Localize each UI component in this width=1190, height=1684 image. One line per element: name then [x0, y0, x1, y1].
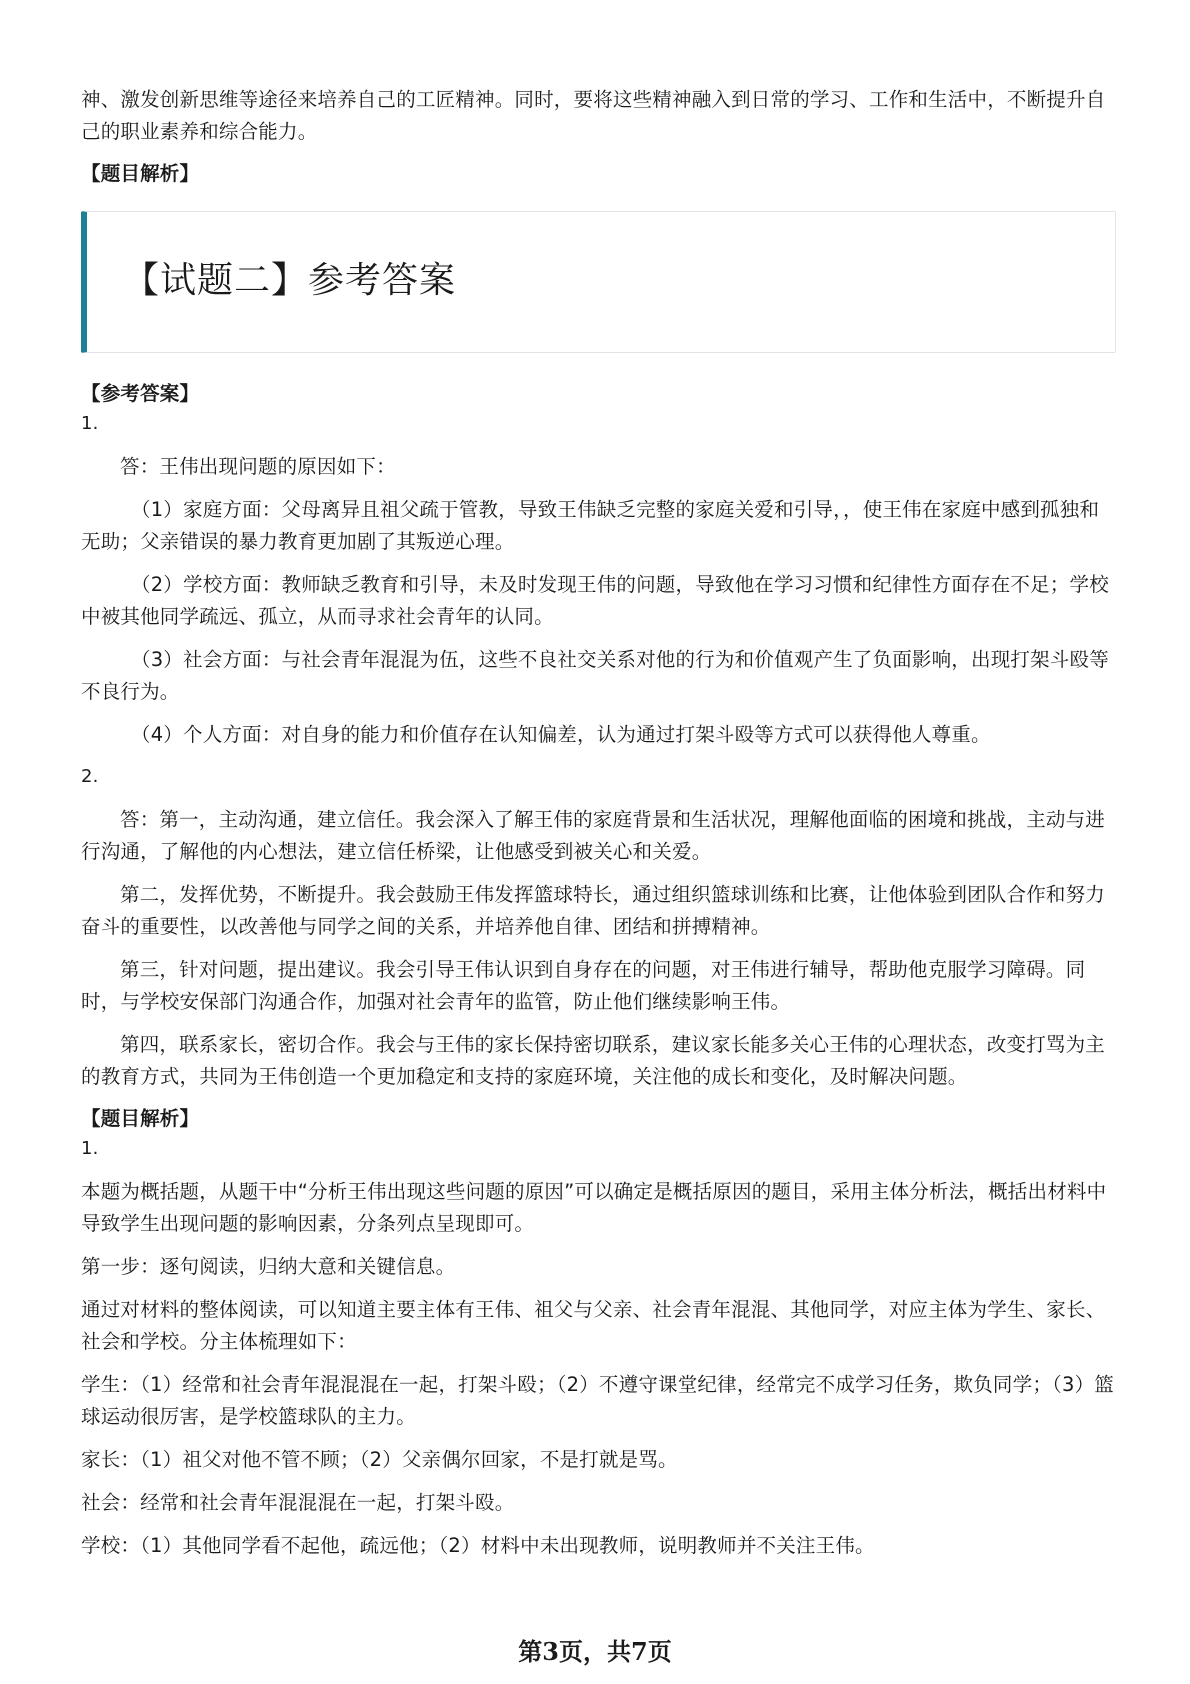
q1-point: （3）社会方面：与社会青年混混为伍，这些不良社交关系对他的行为和价值观产生了负面影响，出现打架斗殴等不良行为。: [81, 648, 1109, 703]
q2-number: 2.: [81, 766, 99, 787]
analysis-paragraph: 家长：（1）祖父对他不管不顾；（2）父亲偶尔回家，不是打就是骂。: [81, 1448, 678, 1471]
analysis-paragraph: 学生：（1）经常和社会青年混混混在一起，打架斗殴；（2）不遵守课堂纪律，经常完不成学习任务，欺负同学；（3）篮球运动很厉害，是学校篮球队的主力。: [81, 1373, 1114, 1428]
q2-paragraph: 第三，针对问题，提出建议。我会引导王伟认识到自身存在的问题，对王伟进行辅导，帮助他克服学习障碍。同时，与学校安保部门沟通合作，加强对社会青年的监管，防止他们继续影响王伟。: [81, 958, 1086, 1013]
analysis-number: 1.: [81, 1138, 99, 1159]
q1-number: 1.: [81, 413, 99, 434]
page-footer: 第3页，共7页: [518, 1637, 672, 1666]
analysis-paragraph: 通过对材料的整体阅读，可以知道主要主体有王伟、祖父与父亲、社会青年混混、其他同学，对应主体为学生、家长、社会和学校。分主体梳理如下：: [81, 1298, 1106, 1353]
q1-point: （1）家庭方面：父母离异且祖父疏于管教，导致王伟缺乏完整的家庭关爱和引导，，使王伟在家庭中感到孤独和无助；父亲错误的暴力教育更加剧了其叛逆心理。: [81, 498, 1100, 553]
section-title: 【试题二】参考答案: [123, 260, 457, 301]
section-title-box: [81, 211, 1116, 353]
analysis-paragraph: 学校：（1）其他同学看不起他，疏远他；（2）材料中未出现教师，说明教师并不关注王伟。: [81, 1534, 875, 1557]
answer-label: 【参考答案】: [81, 382, 200, 405]
analysis-label: 【题目解析】: [81, 1107, 200, 1130]
analysis-paragraph: 第一步：逐句阅读，归纳大意和关键信息。: [81, 1255, 456, 1278]
intro-paragraph: 神、激发创新思维等途径来培养自己的工匠精神。同时，要将这些精神融入到日常的学习、工作和生活中，不断提升自己的职业素养和综合能力。: [81, 88, 1106, 143]
q1-lead: 答：王伟出现问题的原因如下：: [120, 455, 396, 478]
q2-paragraph: 第二，发挥优势，不断提升。我会鼓励王伟发挥篮球特长，通过组织篮球训练和比赛，让他体验到团队合作和努力奋斗的重要性，以改善他与同学之间的关系，并培养他自律、团结和拼搏精神。: [81, 883, 1106, 938]
analysis-paragraph: 本题为概括题，从题干中“分析王伟出现这些问题的原因”可以确定是概括原因的题目，采用主体分析法，概括出材料中导致学生出现问题的影响因素，分条列点呈现即可。: [81, 1180, 1107, 1235]
q2-paragraph: 第四，联系家长，密切合作。我会与王伟的家长保持密切联系，建议家长能多关心王伟的心理状态，改变打骂为主的教育方式，共同为王伟创造一个更加稳定和支持的家庭环境，关注他的成长和变化，及时解决问题。: [81, 1033, 1106, 1088]
analysis-label-top: 【题目解析】: [81, 162, 200, 185]
document-page: [81, 84, 1116, 1573]
q1-point: （2）学校方面：教师缺乏教育和引导，未及时发现王伟的问题，导致他在学习习惯和纪律性方面存在不足；学校中被其他同学疏远、孤立，从而寻求社会青年的认同。: [81, 573, 1109, 628]
q1-point: （4）个人方面：对自身的能力和价值存在认知偏差，认为通过打架斗殴等方式可以获得他人尊重。: [131, 723, 991, 746]
analysis-paragraph: 社会：经常和社会青年混混混在一起，打架斗殴。: [81, 1491, 515, 1514]
q2-paragraph: 答：第一，主动沟通，建立信任。我会深入了解王伟的家庭背景和生活状况，理解他面临的困境和挑战，主动与进行沟通，了解他的内心想法，建立信任桥梁，让他感受到被关心和关爱。: [81, 808, 1106, 863]
